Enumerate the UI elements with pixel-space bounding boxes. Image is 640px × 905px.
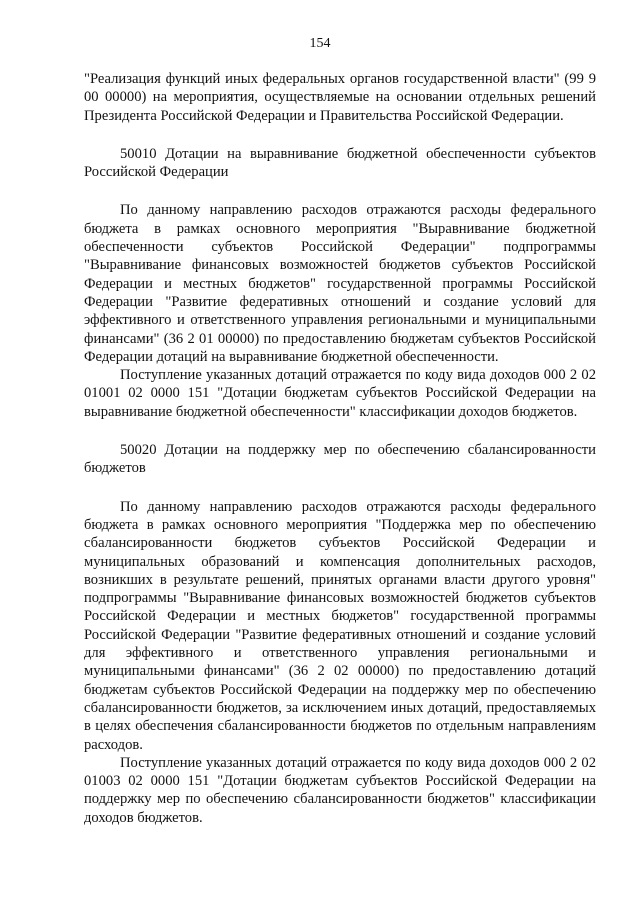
section-50010-paragraph-2: Поступление указанных дотаций отражается по коду вида доходов 000 2 02 01001 02 0000 151 "Дотации бюджетам субъектов Российской Федерации на выравнивание бюджетной обеспеченности" классификации доходов бюджетов. [84,367,596,420]
section-50020-paragraph-1: По данному направлению расходов отражаются расходы федерального бюджета в рамках основного мероприятия "Поддержка мер по обеспечению сбалансированности бюджетов субъектов Российской Федерации и муниципальных образований и компенсация дополнительных расходов, возникших в результате решений, принятых органами власти другого уровня" подпрограммы "Выравнивание финансовых возможностей бюджетов субъектов Российской Федерации и местных бюджетов" государственной программы Российской Федерации "Развитие федеративных отношений и создание условий для эффективного и ответственного управления региональными и муниципальными финансами" (36 2 02 00000) по предоставлению дотаций бюджетам субъектов Российской Федерации на поддержку мер по обеспечению сбалансированности бюджетов, за исключением иных дотаций, предоставляемых в целях обеспечения сбалансированности бюджетов по отдельным направлениям расходов. [84,498,596,753]
section-heading-50010: 50010 Дотации на выравнивание бюджетной обеспеченности субъектов Российской Федерации [84,145,596,181]
intro-paragraph: "Реализация функций иных федеральных органов государственной власти" (99 9 00 00000) на мероприятия, осуществляемые на основании отдельных решений Президента Российской Федерации и Правительства Российской Федерации. [84,71,596,124]
page-number: 154 [309,36,331,51]
section-50020-paragraph-2: Поступление указанных дотаций отражается по коду вида доходов 000 2 02 01003 02 0000 151 "Дотации бюджетам субъектов Российской Федерации на поддержку мер по обеспечению сбалансированности бюджетов" классификации доходов бюджетов. [84,754,596,826]
document-body [84,70,596,827]
section-50010-paragraph-1: По данному направлению расходов отражаются расходы федерального бюджета в рамках основного мероприятия "Выравнивание бюджетной обеспеченности субъектов Российской Федерации" подпрограммы "Выравнивание финансовых возможностей бюджетов субъектов Российской Федерации и местных бюджетов" государственной программы Российской Федерации "Развитие федеративных отношений и создание условий для эффективного и ответственного управления региональными и муниципальными финансами" (36 2 01 00000) по предоставлению бюджетам субъектов Российской Федерации дотаций на выравнивание бюджетной обеспеченности. [84,202,596,365]
section-heading-50020: 50020 Дотации на поддержку мер по обеспечению сбалансированности бюджетов [84,442,596,477]
